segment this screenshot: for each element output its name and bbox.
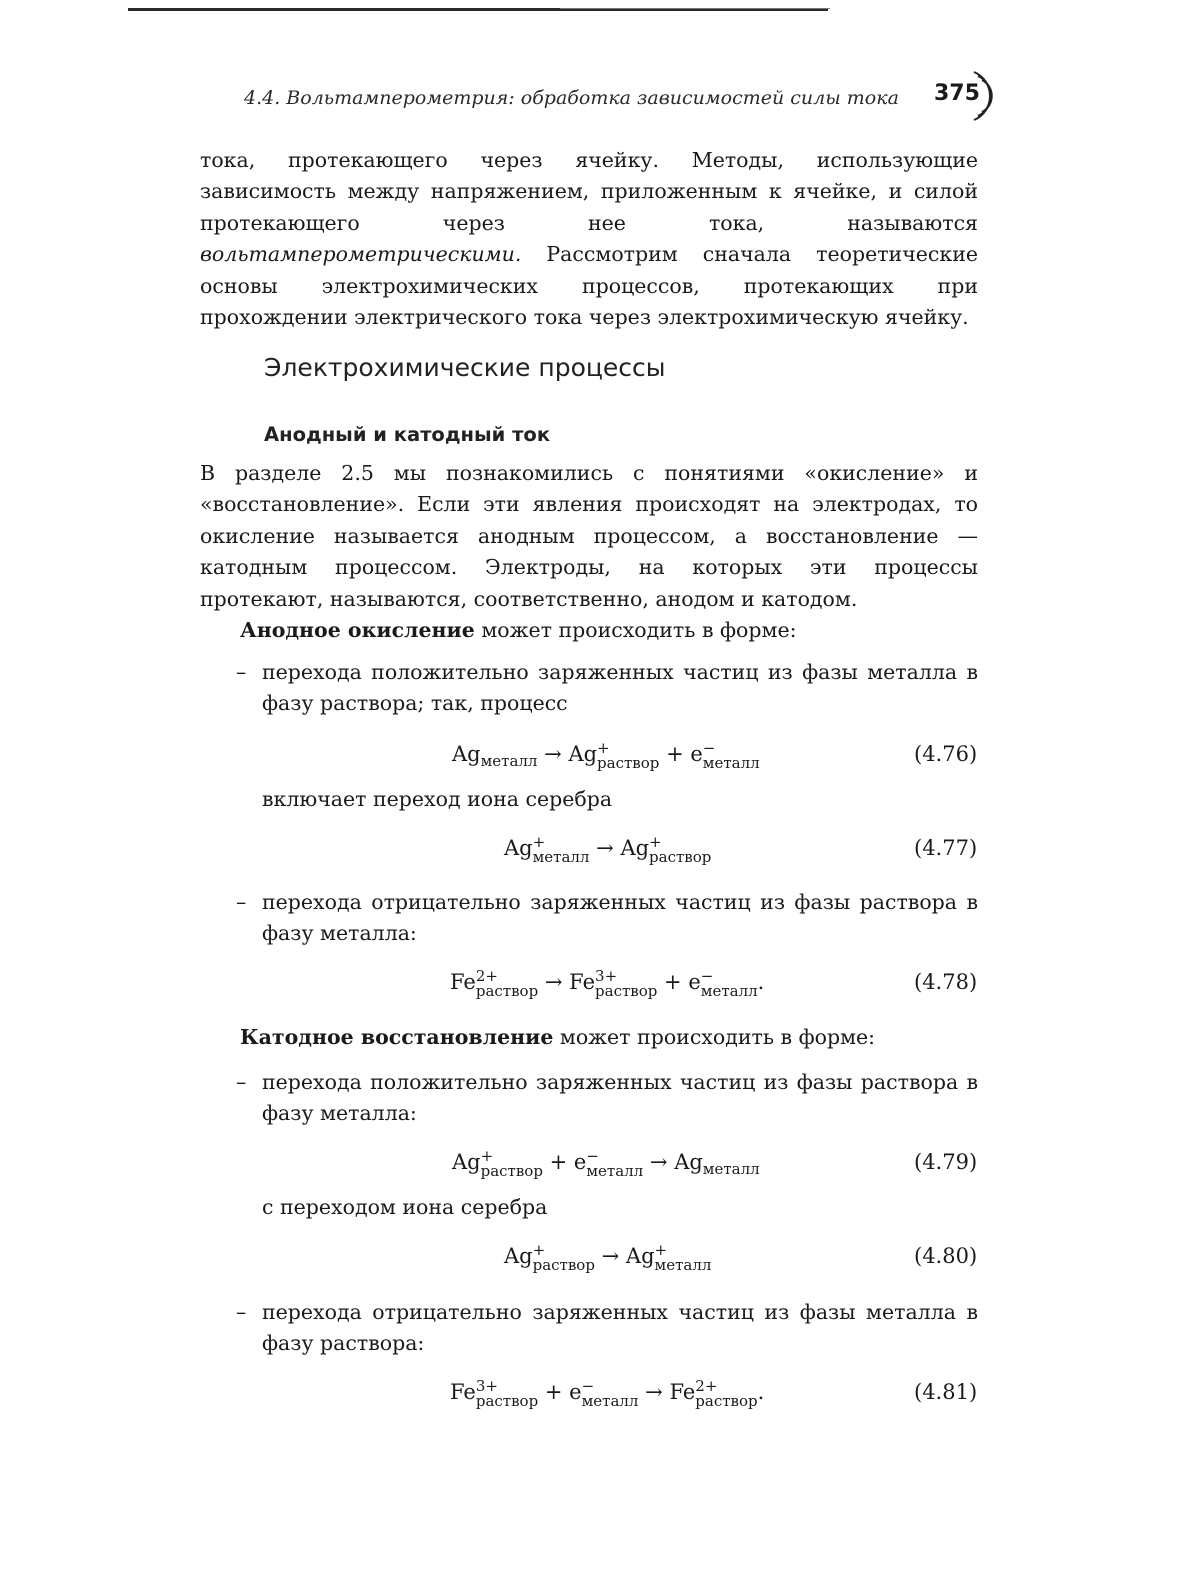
section-heading: Электрохимические процессы [264,353,666,382]
anodic-between-text: включает переход иона серебра [262,787,613,811]
equation-4-80: Ag + раствор → Ag + металл [504,1240,712,1274]
anodic-intro: Анодное окисление может происходить в форме: [240,618,797,642]
cathodic-item-1: – перехода положительно заряженных частиц из фазы раствора в фазу металла: [236,1070,978,1126]
anodic-item-2: – перехода отрицательно заряженных частиц из фазы раствора в фазу металла: [236,890,978,946]
equation-4-77: Ag + металл → Ag + раствор [504,832,712,866]
equation-4-78: Fe 2+ раствор → Fe 3+ раствор + e − металл . [450,966,765,1000]
equation-number-4-78: (4.78) [914,970,978,994]
top-rule-thin [560,8,830,9]
paragraph-redox: В разделе 2.5 мы познакомились с понятиями «окисление» и «восстановление». Если эти явления происходят на электродах, то окисление называется анодным процессом, а восстановление — катодным процессом. Электроды, на которых эти процессы протекают, называются, соответственно, анодом и катодом. [200,461,978,611]
intro-paragraph: тока, протекающего через ячейку. Методы, использующие зависимость между напряжением, приложенным к ячейке, и силой протекающего через нее тока, называются вольтамперометрическими. Рассмотрим сначала теоретические основы электрохимических процессов, протекающих при прохождении электрического тока через электрохимическую ячейку. [200,148,978,330]
anodic-item-1: – перехода положительно заряженных частиц из фазы металла в фазу раствора; так, процесс [236,660,978,716]
equation-4-79: Ag + раствор + e − металл → $Ag_{металл}$ [452,1146,760,1180]
page-number: 375 [934,81,980,106]
equation-number-4-81: (4.81) [914,1380,978,1404]
equation-number-4-76: (4.76) [914,742,978,766]
equation-4-76: $Ag_{металл} \to Ag$ + раствор + e − металл [452,738,760,772]
cathodic-item-2: – перехода отрицательно заряженных частиц из фазы металла в фазу раствора: [236,1300,978,1356]
equation-number-4-80: (4.80) [914,1244,978,1268]
page-number-ornament-icon [968,66,1008,126]
equation-number-4-79: (4.79) [914,1150,978,1174]
italic-term: вольтамперометрическими. [200,242,522,267]
subsection-heading: Анодный и катодный ток [264,423,551,446]
equation-number-4-77: (4.77) [914,836,978,860]
equation-4-81: Fe 3+ раствор + e − металл → Fe 2+ раствор . [450,1376,765,1410]
running-header: 4.4. Вольтамперометрия: обработка зависимостей силы тока [244,87,899,109]
cathodic-intro: Катодное восстановление может происходить в форме: [240,1025,876,1049]
cathodic-between-text: с переходом иона серебра [262,1195,548,1219]
